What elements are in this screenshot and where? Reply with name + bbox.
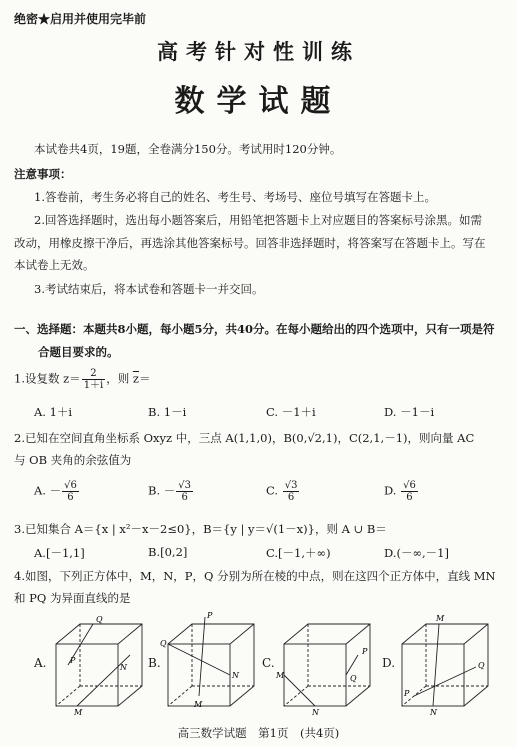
q3-option-d: D.(－∞,－1] <box>384 546 449 560</box>
q2-d-label: D. <box>384 483 397 498</box>
cube-c-m: M <box>276 671 285 680</box>
notice-2-line1: 2.回答选择题时，选出每小题答案后，用铅笔把答题卡上对应题目的答案标号涂黑。如需 <box>34 213 482 227</box>
cube-d-q: Q <box>478 661 485 670</box>
q4-option-c: C. <box>262 656 275 670</box>
q2-c-label: C. <box>266 483 279 498</box>
cube-diagram-d <box>392 612 485 717</box>
cube-d-p: P <box>404 689 410 698</box>
q1-suffix: ，则 <box>106 371 133 386</box>
exam-subtitle: 高考针对性训练 <box>157 39 360 64</box>
q1-eq: ＝ <box>138 371 151 386</box>
cube-a-q: Q <box>96 615 103 624</box>
q1-option-b: B. 1－i <box>148 405 187 419</box>
q1-prefix: 1.设复数 z＝ <box>14 371 81 386</box>
q2-c-den: 6 <box>287 492 295 503</box>
q2-a-den: 6 <box>67 492 74 503</box>
cube-c-p: P <box>362 647 368 656</box>
cube-a-p: P <box>70 656 76 665</box>
q2-a-label: A. <box>34 483 46 498</box>
question-4-line2: 和 PQ 为异面直线的是 <box>14 591 131 605</box>
q2-option-a <box>34 480 80 503</box>
q1-frac-den: 1＋i <box>83 380 104 391</box>
q4-option-b: B. <box>148 656 161 670</box>
q1-option-a: A. 1＋i <box>34 405 73 419</box>
exam-title: 数学试题 <box>174 84 343 119</box>
q3-option-a: A.[－1,1] <box>34 546 85 560</box>
q2-b-num: √3 <box>178 480 191 491</box>
cube-c-n: N <box>312 708 319 717</box>
q3-option-b: B.[0,2] <box>148 545 188 559</box>
cube-a-m: M <box>74 708 83 717</box>
q2-d-num: √6 <box>403 480 416 491</box>
notice-2-line3: 本试卷上无效。 <box>14 258 95 272</box>
q2-a-sign: － <box>49 483 62 498</box>
notice-3: 3.考试结束后，将本试卷和答题卡一并交回。 <box>34 282 264 296</box>
question-2-line1: 2.已知在空间直角坐标系 Oxyz 中，三点 A(1,1,0)，B(0,√2,1)，C(2,1,－1)，则向量 AC <box>14 431 475 445</box>
cube-c-q: Q <box>350 674 357 683</box>
q3-option-c: C.[－1,＋∞) <box>266 546 331 560</box>
cube-a-n: N <box>120 663 127 672</box>
notice-2-line2: 改动，用橡皮擦干净后，再选涂其他答案标号。回答非选择题时，将答案写在答题卡上。写在 <box>14 236 486 250</box>
q2-option-c <box>266 480 300 503</box>
question-2-line2: 与 OB 夹角的余弦值为 <box>14 453 132 467</box>
q2-c-num: √3 <box>284 480 298 491</box>
q2-option-b <box>148 480 194 503</box>
q1-fraction <box>82 368 106 391</box>
q4-option-d: D. <box>382 656 396 670</box>
cube-b-n: N <box>232 671 239 680</box>
cube-diagram-a <box>46 612 136 717</box>
q2-b-sign: － <box>163 483 176 498</box>
exam-info: 本试卷共4页，19题，全卷满分150分。考试用时120分钟。 <box>34 142 342 156</box>
q2-b-label: B. <box>148 483 161 498</box>
cube-d-m: M <box>436 614 445 623</box>
q2-b-den: 6 <box>181 492 188 503</box>
q1-zbar: $\overline{z}$ <box>132 371 139 386</box>
cube-b-m: M <box>194 700 203 709</box>
q1-option-d: D. －1－i <box>384 405 435 419</box>
cube-d-n: N <box>430 708 437 717</box>
cube-b-p: P <box>207 611 213 620</box>
q1-option-c: C. －1＋i <box>266 405 316 419</box>
section-heading-line2: 合题目要求的。 <box>38 345 119 359</box>
page-footer: 高三数学试题 第1页 (共4页) <box>177 726 340 740</box>
q4-option-a: A. <box>34 656 47 670</box>
notice-title: 注意事项： <box>14 167 72 181</box>
cube-diagram-b <box>158 612 248 712</box>
q2-option-d <box>384 480 419 503</box>
confidential-label: 绝密★启用并使用完毕前 <box>14 12 147 26</box>
q2-a-num: √6 <box>64 480 77 491</box>
q1-frac-num: 2 <box>82 368 106 380</box>
q2-d-den: 6 <box>406 492 413 503</box>
question-1 <box>14 368 150 391</box>
question-3: 3.已知集合 A＝{x | x²－x－2≤0}，B＝{y | y＝√(1－x)}，则 A ∪ B＝ <box>14 522 387 536</box>
section-heading-line1: 一、选择题：本题共8小题，每小题5分，共40分。在每小题给出的四个选项中，只有一项是符 <box>14 322 495 336</box>
cube-b-q: Q <box>160 639 167 648</box>
notice-1: 1.答卷前，考生务必将自己的姓名、考生号、考场号、座位号填写在答题卡上。 <box>34 190 436 204</box>
cube-diagram-c <box>274 612 368 717</box>
question-4-line1: 4.如图，下列正方体中，M，N，P，Q 分别为所在棱的中点，则在这四个正方体中，直线 MN <box>14 569 496 583</box>
